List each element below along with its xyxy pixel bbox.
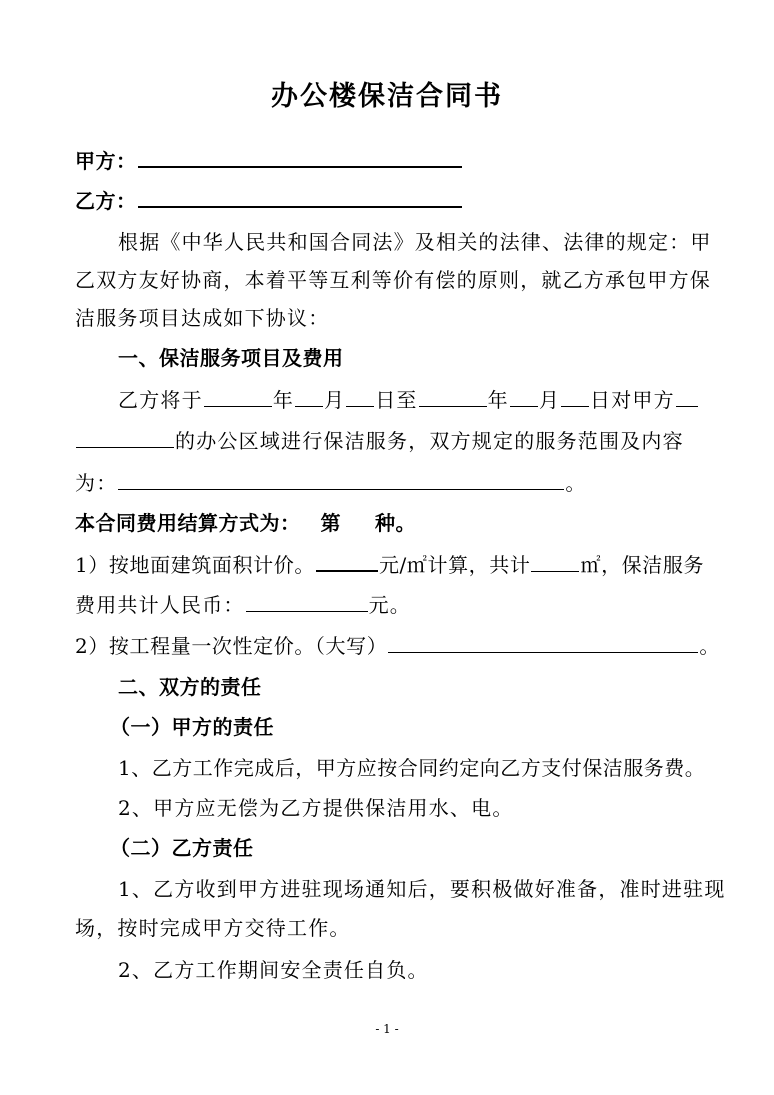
total-fee-label: 费用共计人民币： <box>75 593 245 617</box>
method1-line-1 <box>75 550 704 578</box>
intro-line-2: 乙双方友好协商，本着平等互利等价有偿的原则，就乙方承包甲方保 <box>75 268 711 292</box>
end-month-blank <box>510 386 538 407</box>
unit-price-text: 元/㎡计算，共计 <box>378 553 531 577</box>
party-b-responsibility-heading: （二）乙方责任 <box>110 836 254 860</box>
page-number: - 1 - <box>375 1022 399 1036</box>
area-unit-text: ㎡，保洁服务 <box>580 553 705 577</box>
yuan-label: 元。 <box>368 593 412 617</box>
party-b-blank <box>138 186 462 208</box>
day-to-label: 日至 <box>375 388 418 412</box>
lump-sum-blank <box>388 632 698 653</box>
party-b-clause-1-line-2: 场，按时完成甲方交待工作。 <box>75 916 351 940</box>
end-day-blank <box>561 386 589 407</box>
party-b-line <box>75 186 463 214</box>
service-scope-text: 的办公区域进行保洁服务，双方规定的服务范围及内容 <box>175 429 684 453</box>
year-label: 年 <box>487 388 509 412</box>
scope-label: 为： <box>75 471 118 495</box>
party-a-responsibility-heading: （一）甲方的责任 <box>110 715 274 739</box>
year-label: 年 <box>272 388 295 412</box>
method2-label: 2）按工程量一次性定价。（大写） <box>75 634 388 658</box>
area-blank <box>531 551 579 572</box>
method1-line-2 <box>75 591 411 618</box>
method2-line <box>75 632 720 659</box>
party-a-line <box>75 146 463 174</box>
day-to-party-label: 日对甲方 <box>590 388 675 412</box>
section1-line-2 <box>75 427 684 454</box>
start-year-blank <box>204 386 272 407</box>
party-b-label: 乙方： <box>75 189 137 213</box>
scope-blank <box>118 469 564 490</box>
method1-label: 1）按地面建筑面积计价。 <box>75 553 315 577</box>
month-label: 月 <box>538 388 561 412</box>
party-a-name-blank <box>676 386 698 407</box>
settlement-label: 本合同费用结算方式为： <box>75 511 301 535</box>
end-year-blank <box>419 386 487 407</box>
section1-line-3 <box>75 469 587 496</box>
section1-line-1 <box>118 386 699 413</box>
section2-heading: 二、双方的责任 <box>118 675 262 699</box>
settlement-di: 第 <box>320 511 341 535</box>
period-mark: 。 <box>699 634 720 658</box>
party-a-clause-1: 1、乙方工作完成后，甲方应按合同约定向乙方支付保洁服务费。 <box>118 756 706 780</box>
document-title: 办公楼保洁合同书 <box>271 81 503 112</box>
service-area-blank <box>76 427 174 448</box>
settlement-line <box>75 510 416 536</box>
start-month-blank <box>295 386 323 407</box>
party-a-label: 甲方： <box>75 149 137 173</box>
settlement-zhong: 种。 <box>375 511 416 535</box>
service-period-label: 乙方将于 <box>118 388 203 412</box>
intro-line-1: 根据《中华人民共和国合同法》及相关的法律、法律的规定：甲 <box>118 230 712 254</box>
start-day-blank <box>346 386 374 407</box>
total-fee-blank <box>246 591 368 612</box>
party-b-clause-2: 2、乙方工作期间安全责任自负。 <box>118 958 429 982</box>
section1-heading: 一、保洁服务项目及费用 <box>118 346 344 370</box>
month-label: 月 <box>324 388 346 412</box>
party-a-blank <box>138 146 462 168</box>
unit-price-blank <box>316 550 378 572</box>
party-b-clause-1-line-1: 1、乙方收到甲方进驻现场通知后，要积极做好准备，准时进驻现 <box>118 877 726 901</box>
party-a-clause-2: 2、甲方应无偿为乙方提供保洁用水、电。 <box>118 796 514 820</box>
intro-line-3: 洁服务项目达成如下协议： <box>75 306 330 330</box>
period-mark: 。 <box>565 471 587 495</box>
